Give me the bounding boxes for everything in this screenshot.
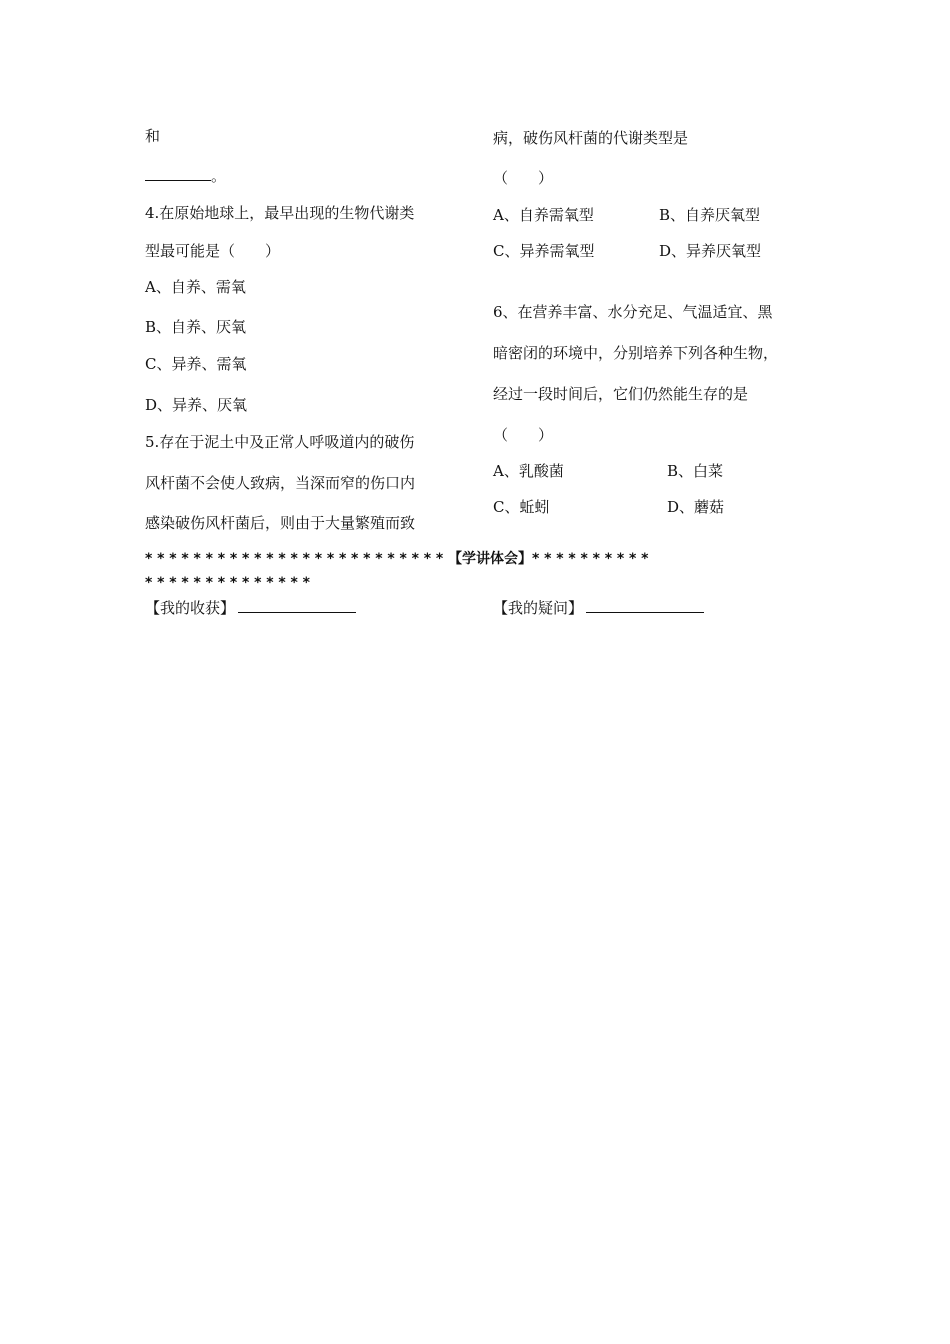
q5-option-d[interactable]: D、异养厌氧型 xyxy=(659,242,762,260)
q4-option-a[interactable]: A、自养、需氧 xyxy=(145,278,246,296)
q5-stem-line2: 风杆菌不会使人致病，当深而窄的伤口内 xyxy=(145,474,416,492)
q6-stem-line1: 6、在营养丰富、水分充足、气温适宜、黑 xyxy=(493,303,773,321)
my-question-row xyxy=(493,597,704,618)
q5-option-b[interactable]: B、自养厌氧型 xyxy=(659,206,761,224)
q6-answer-paren[interactable]: （ ） xyxy=(493,426,554,444)
q6-option-b[interactable]: B、白菜 xyxy=(667,462,724,480)
q6-option-c[interactable]: C、蚯蚓 xyxy=(493,498,550,516)
star-divider-left: ************************* xyxy=(145,551,449,567)
my-harvest-row xyxy=(145,597,356,618)
my-harvest-label: 【我的收获】 xyxy=(145,599,236,617)
q5-answer-paren[interactable]: （ ） xyxy=(493,169,554,187)
q5-option-a[interactable]: A、自养需氧型 xyxy=(493,206,594,224)
q6-option-d[interactable]: D、蘑菇 xyxy=(667,498,725,516)
star-divider-line2: ************** xyxy=(145,575,315,591)
q5-stem-line3: 感染破伤风杆菌后，则由于大量繁殖而致 xyxy=(145,514,416,532)
q6-stem-line3: 经过一段时间后，它们仍然能生存的是 xyxy=(493,385,749,403)
reflection-section-title: 【学讲体会】 xyxy=(448,551,533,567)
q4-stem-line2: 型最可能是（ ） xyxy=(145,242,281,260)
my-harvest-input[interactable] xyxy=(238,597,356,613)
q4-stem-line1: 4.在原始地球上，最早出现的生物代谢类 xyxy=(145,204,415,222)
q5-stem-line4: 病，破伤风杆菌的代谢类型是 xyxy=(493,129,689,147)
q3-tail-period: 。 xyxy=(211,167,227,185)
my-question-input[interactable] xyxy=(586,597,704,613)
reflection-header-line xyxy=(145,549,653,569)
q6-stem-line2: 暗密闭的环境中，分别培养下列各种生物， xyxy=(493,344,779,362)
q5-option-c[interactable]: C、异养需氧型 xyxy=(493,242,595,260)
q3-tail-text: 和 xyxy=(145,127,161,145)
answer-blank[interactable] xyxy=(145,166,211,181)
my-question-label: 【我的疑问】 xyxy=(493,599,584,617)
q6-option-a[interactable]: A、乳酸菌 xyxy=(493,462,564,480)
q4-option-b[interactable]: B、自养、厌氧 xyxy=(145,318,247,336)
star-divider-right: ********** xyxy=(532,551,654,567)
q4-option-d[interactable]: D、异养、厌氧 xyxy=(145,396,248,414)
q3-answer-blank-line xyxy=(145,166,226,186)
q4-option-c[interactable]: C、异养、需氧 xyxy=(145,355,247,373)
q5-stem-line1: 5.存在于泥土中及正常人呼吸道内的破伤 xyxy=(145,433,415,451)
